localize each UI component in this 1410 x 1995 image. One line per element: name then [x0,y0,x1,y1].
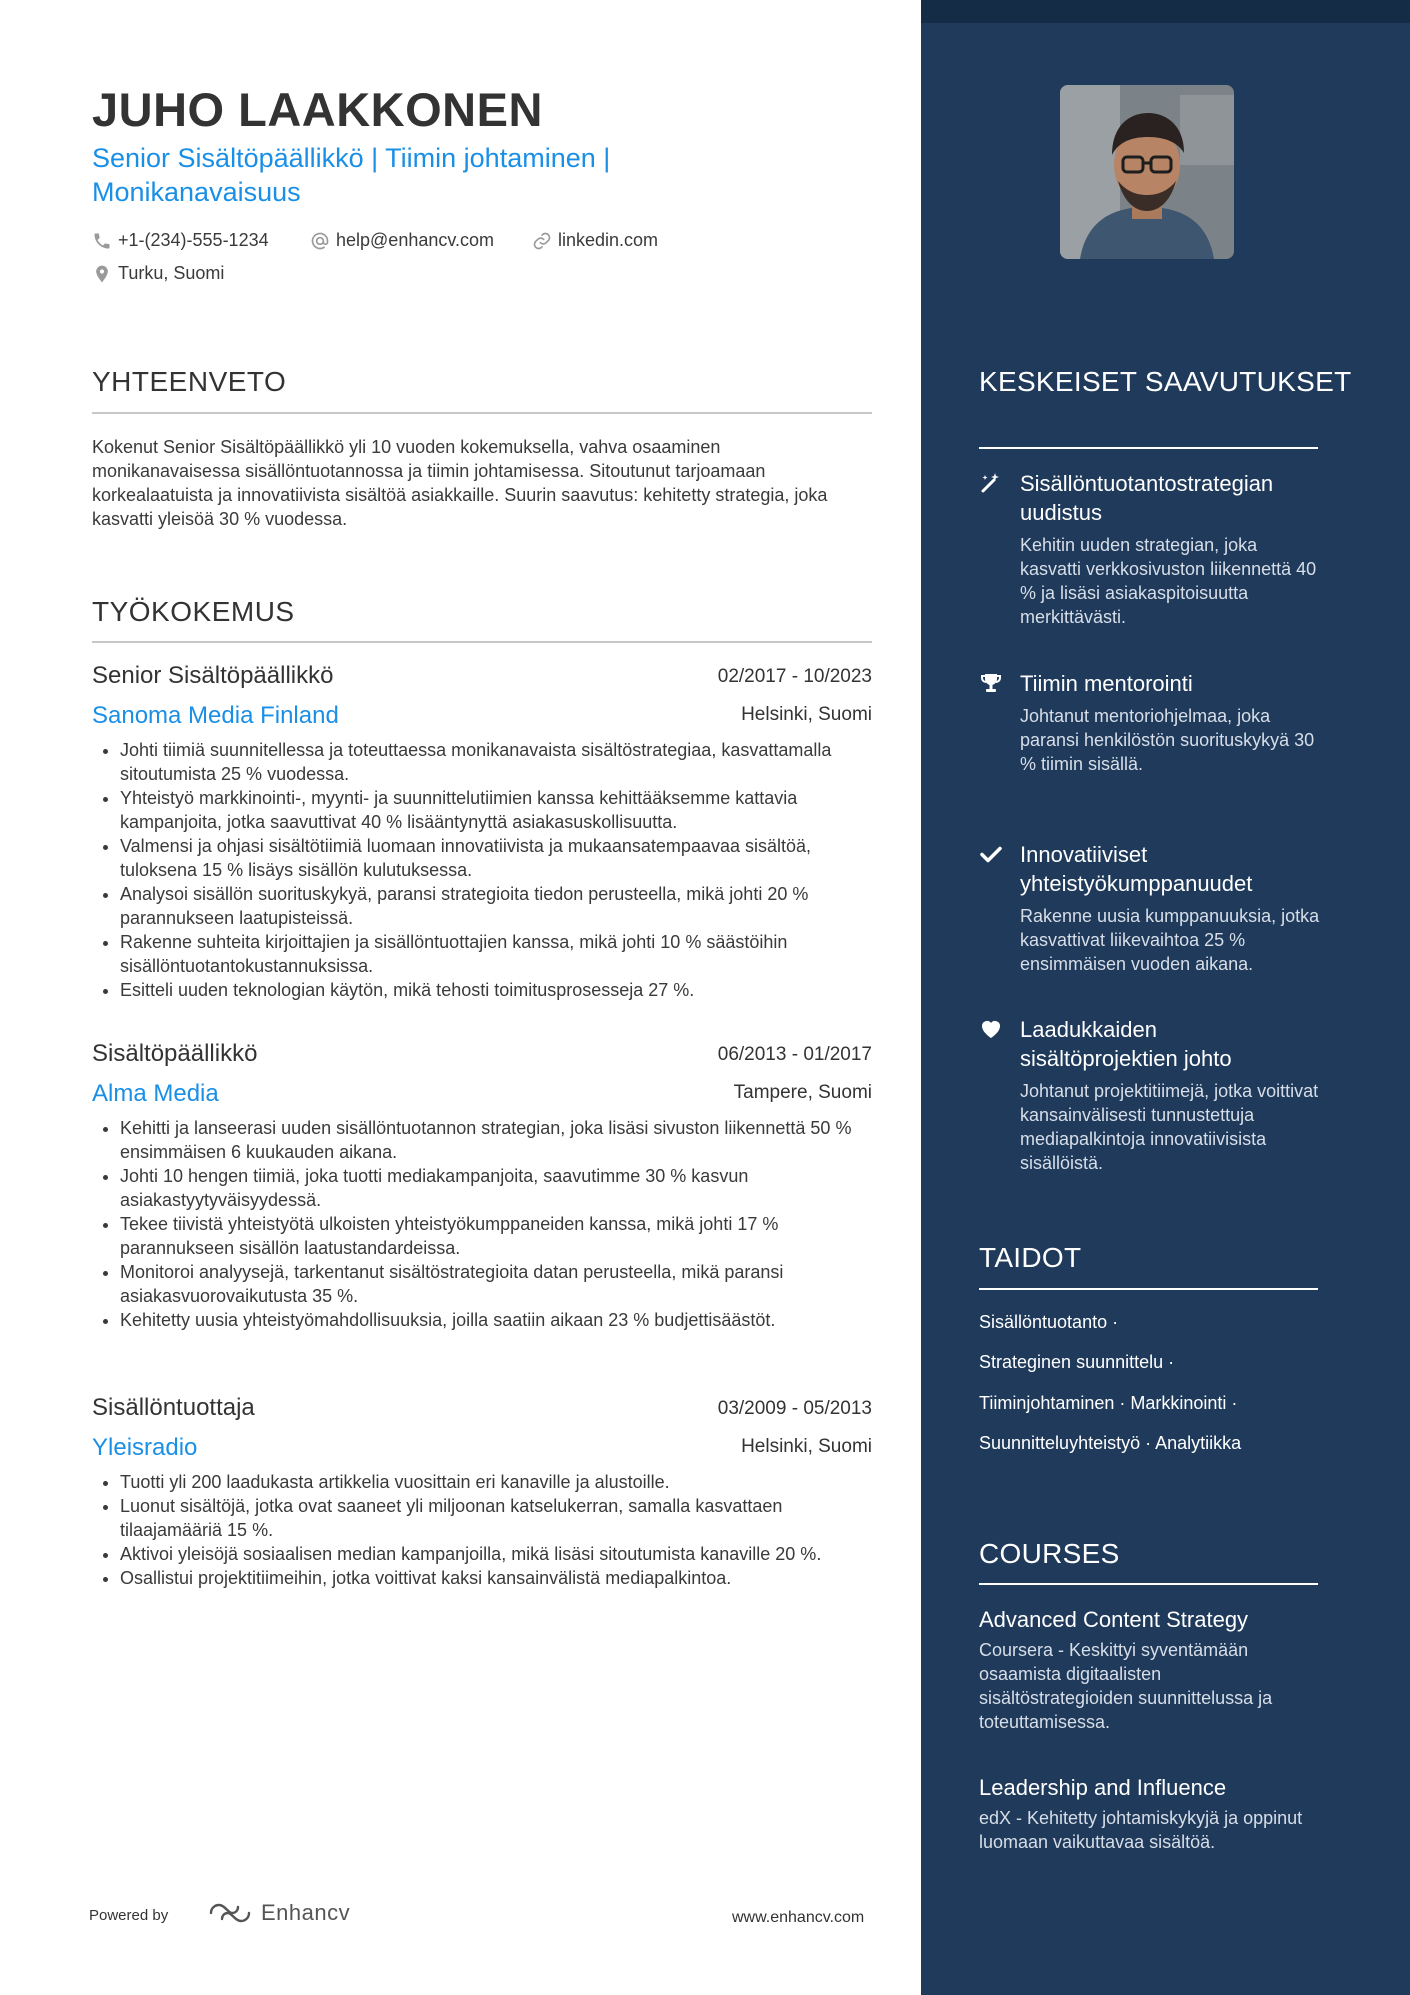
job-dates: 03/2009 - 05/2013 [717,1398,872,1419]
skill-line: Sisällöntuotanto · [979,1312,1119,1332]
job-dates: 06/2013 - 01/2017 [717,1044,872,1065]
job-location: Helsinki, Suomi [741,1436,872,1457]
contact-email[interactable] [310,230,494,251]
job-bullet: • Tekee tiivistä yhteistyötä ulkoisten yhteistyökumppaneiden kanssa, mikä johti 17 % parannukseen sisällön laatustandardeissa. [120,1212,872,1260]
job-bullet: • Yhteistyö markkinointi-, myynti- ja suunnittelutiimien kanssa kehittääksemme kattavia kampanjoita, jotka saavuttivat 40 % lisääntynyttä asiakasuskollisuutta. [120,786,872,834]
skill-line: Tiiminjohtaminen · Markkinointi · [979,1393,1238,1413]
location-pin-icon [92,264,112,284]
courses-heading: COURSES [979,1538,1120,1569]
contact-phone[interactable] [92,230,269,251]
achievement-title: Tiimin mentorointi [1020,671,1193,696]
job-bullet: • Kehitetty uusia yhteistyömahdollisuuksia, joilla saatiin aikaan 23 % budjettisäästöt. [120,1308,872,1332]
summary-text: Kokenut Senior Sisältöpäällikkö yli 10 vuoden kokemuksella, vahva osaaminen monikanavaisessa sisällöntuotannossa ja tiimin johtamisessa. Sitoutunut tarjoamaan korkealaatuista ja innovatiivista sisältöä asiakkaille. Suurin saavutus: kehitetty strategia, joka kasvatti yleisöä 30 % vuodessa. [92,437,828,529]
skill-line: Strateginen suunnittelu · [979,1352,1175,1372]
checkmark-icon [979,842,1003,866]
experience-divider [92,641,872,643]
job-location: Tampere, Suomi [733,1082,872,1103]
achievements-divider [979,447,1318,449]
job-bullet: • Rakenne suhteita kirjoittajien ja sisällöntuottajien kanssa, mikä johti 10 % säästöihin sisällöntuotantokustannuksissa. [120,930,872,978]
achievement-description: Johtanut mentoriohjelmaa, joka paransi henkilöstön suorituskykyä 30 % tiimin sisällä. [1020,706,1315,774]
phone-icon [92,231,112,251]
footer-url[interactable]: www.enhancv.com [732,1909,865,1926]
sidebar [921,0,1410,1995]
sidebar-top-band [921,0,1410,23]
job-bullet: • Johti 10 hengen tiimiä, joka tuotti mediakampanjoita, saavutimme 30 % kasvun asiakastyytyväisyydessä. [120,1164,872,1212]
summary-divider [92,412,872,414]
avatar [1060,85,1234,259]
job-bullets [92,738,872,1002]
job-company[interactable]: Sanoma Media Finland [92,702,339,729]
job-bullet: • Luonut sisältöjä, jotka ovat saaneet yli miljoonan katselukerran, samalla kasvattaen tilaajamääriä 15 %. [120,1494,872,1542]
heart-icon [979,1017,1003,1041]
at-icon [310,231,330,251]
email-text: help@enhancv.com [336,230,495,250]
job-company[interactable]: Alma Media [92,1080,219,1107]
skills-heading: TAIDOT [979,1242,1082,1273]
job-bullet: • Tuotti yli 200 laadukasta artikkelia vuosittain eri kanaville ja alustoille. [120,1470,872,1494]
powered-by-label: Powered by [89,1907,169,1924]
courses-divider [979,1583,1318,1585]
phone-text: +1-(234)-555-1234 [118,230,269,250]
job-title: Sisällöntuottaja [92,1394,255,1421]
job-bullet: • Valmensi ja ohjasi sisältötiimiä luomaan innovatiivista ja mukaansatempaavaa sisältöä, tuloksena 15 % lisäys sisällön kulutuksessa. [120,834,872,882]
summary-heading: YHTEENVETO [92,366,287,397]
achievement-title: Innovatiiviset yhteistyökumppanuudet [1020,842,1253,896]
headline: Senior Sisältöpäällikkö | Tiimin johtaminen | Monikanavaisuus [92,143,611,207]
achievement-title: Laadukkaiden sisältöprojektien johto [1020,1017,1232,1071]
skills-divider [979,1288,1318,1290]
contact-location [92,263,224,284]
job-bullet: • Johti tiimiä suunnitellessa ja toteuttaessa monikanavaista sisältöstrategiaa, kasvattamalla sitoutumista 25 % vuodessa. [120,738,872,786]
achievement-description: Johtanut projektitiimejä, jotka voittivat kansainvälisesti tunnustettuja mediapalkintoja innovatiivisista sisällöistä. [1020,1081,1319,1173]
linkedin-text: linkedin.com [558,230,659,250]
job-bullets [92,1116,872,1332]
job-company[interactable]: Yleisradio [92,1434,198,1461]
job-bullet: • Esitteli uuden teknologian käytön, mikä tehosti toimitusprosesseja 27 %. [120,978,872,1002]
job-bullet: • Kehitti ja lanseerasi uuden sisällöntuotannon strategian, joka lisäsi sivuston liikennettä 50 % ensimmäisen 6 kuukauden aikana. [120,1116,872,1164]
achievement-description: Kehitin uuden strategian, joka kasvatti verkkosivuston liikennettä 40 % ja lisäsi asiakaspitoisuutta merkittävästi. [1020,535,1317,627]
job-bullets [92,1470,872,1590]
course-item [979,1605,1318,1734]
course-item [979,1773,1318,1854]
job-location: Helsinki, Suomi [741,704,872,725]
job-bullet: • Monitoroi analyysejä, tarkentanut sisältöstrategioita datan perusteella, mikä paransi asiakasvuorovaikutusta 35 %. [120,1260,872,1308]
job-dates: 02/2017 - 10/2023 [717,666,872,687]
job-bullet: • Analysoi sisällön suorituskykyä, paransi strategioita tiedon perusteella, mikä johti 20 % parannukseen laatupisteissä. [120,882,872,930]
magic-wand-icon [979,471,1003,495]
achievement-title: Sisällöntuotantostrategian uudistus [1020,471,1274,525]
job-bullet: • Osallistui projektitiimeihin, jotka voittivat kaksi kansainvälistä mediapalkintoa. [120,1566,872,1590]
achievements-heading: KESKEISET SAAVUTUKSET [979,366,1352,397]
job-title: Sisältöpäällikkö [92,1040,258,1067]
course-description: edX - Kehitetty johtamiskykyjä ja oppinut luomaan vaikuttavaa sisältöä. [979,1808,1303,1852]
contact-linkedin[interactable] [532,230,658,251]
trophy-icon [979,671,1003,695]
enhancv-logo-icon [207,1900,253,1926]
candidate-name: JUHO LAAKKONEN [92,83,543,136]
enhancv-logo[interactable] [207,1900,350,1926]
course-title: Advanced Content Strategy [979,1607,1249,1632]
achievement-description: Rakenne uusia kumppanuuksia, jotka kasvattivat liikevaihtoa 25 % ensimmäisen vuoden aikana. [1020,906,1320,974]
enhancv-brand-text: Enhancv [261,1900,351,1925]
course-title: Leadership and Influence [979,1775,1227,1800]
job-bullet: • Aktivoi yleisöjä sosiaalisen median kampanjoilla, mikä lisäsi sitoutumista kanaville 20 %. [120,1542,872,1566]
skill-line: Suunnitteluyhteistyö · Analytiikka [979,1433,1242,1453]
location-text: Turku, Suomi [118,263,225,283]
course-description: Coursera - Keskittyi syventämään osaamista digitaalisten sisältöstrategioiden suunnittelussa ja toteuttamisessa. [979,1640,1273,1732]
job-title: Senior Sisältöpäällikkö [92,662,334,689]
profile-photo [1060,85,1234,259]
experience-heading: TYÖKOKEMUS [92,596,295,627]
link-icon [532,231,552,251]
